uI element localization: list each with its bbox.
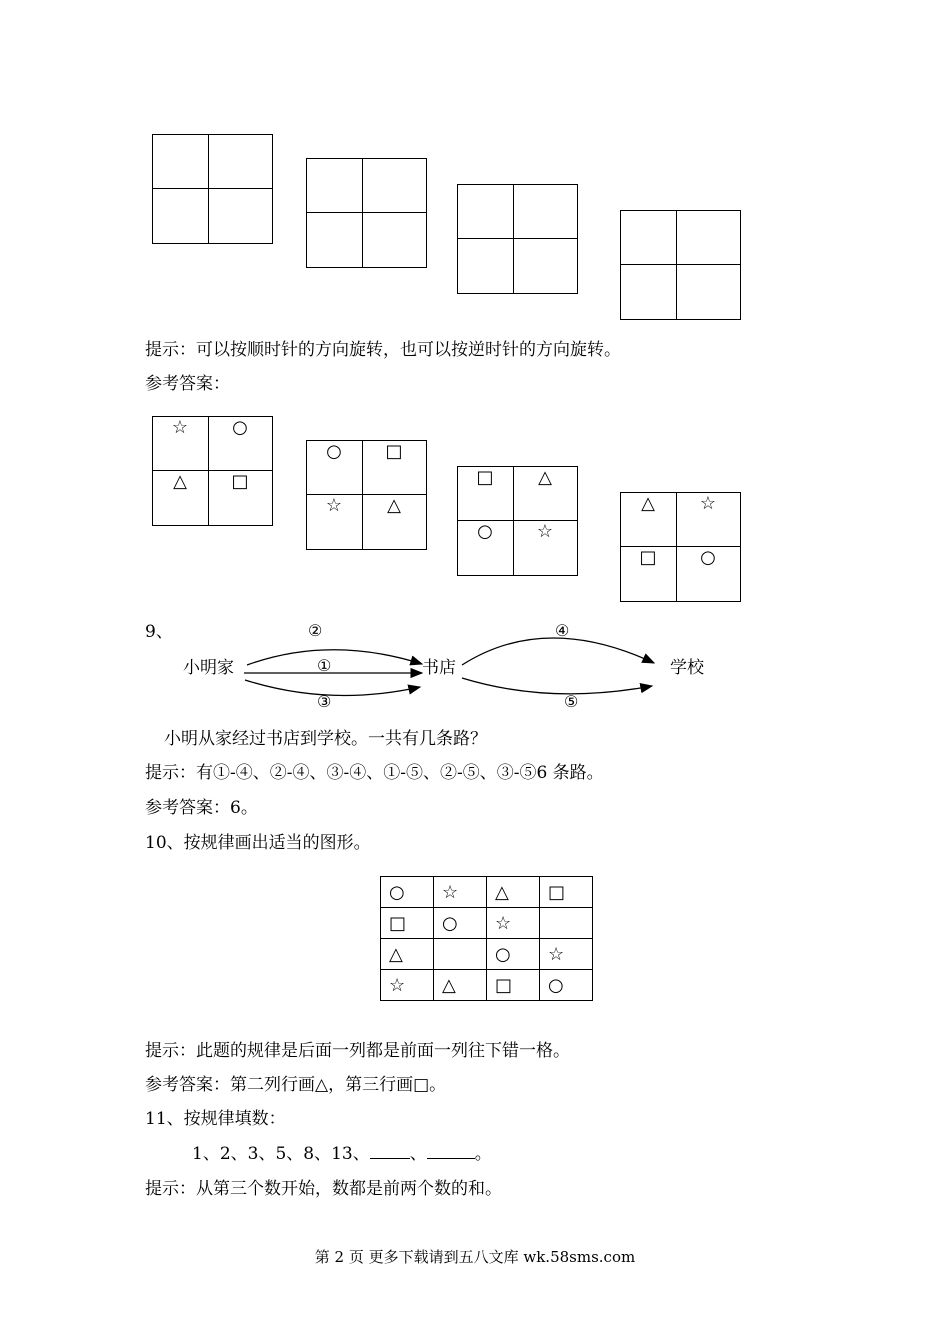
pattern-cell: ○ — [434, 908, 487, 939]
page-footer: 第 2 页 更多下载请到五八文库 wk.58sms.com — [314, 1248, 636, 1266]
pattern-table — [380, 876, 593, 1001]
q11-sequence: 1、2、3、5、8、13、 — [192, 1144, 370, 1164]
answer-grid-4-cell-4: ○ — [700, 547, 716, 568]
q9-number: 9、 — [145, 622, 173, 642]
pattern-cell: □ — [487, 970, 540, 1001]
q11-title: 11、按规律填数： — [145, 1109, 286, 1129]
answer-grid-4-cell-2: ☆ — [699, 493, 717, 514]
answer-grid-1-cell-1: ☆ — [171, 417, 189, 438]
answer-grid-3-cell-4: ☆ — [536, 521, 554, 542]
q9-question: 小明从家经过书店到学校。一共有几条路？ — [164, 729, 487, 749]
answer-grid-1-cell-4: □ — [231, 471, 249, 492]
pattern-cell: ☆ — [434, 877, 487, 908]
answer-grid-2-cell-1: ○ — [326, 441, 342, 462]
pattern-cell: ☆ — [487, 908, 540, 939]
route-5-arc — [462, 678, 652, 694]
answer-grid-2-cell-3: ☆ — [325, 495, 343, 516]
route-2-arc — [247, 650, 422, 665]
table-row — [381, 939, 593, 970]
answer-grid-4-cell-3: □ — [639, 547, 657, 568]
answer-grid-1-cell-2: ○ — [232, 417, 248, 438]
pattern-cell: △ — [434, 970, 487, 1001]
table-row — [381, 877, 593, 908]
table-row — [381, 908, 593, 939]
route-1-label: ① — [317, 656, 332, 675]
pattern-cell: ○ — [487, 939, 540, 970]
answer-grid-4-cell-1: △ — [641, 493, 655, 514]
bookstore-label: 书店 — [422, 658, 456, 678]
blank-2[interactable] — [427, 1158, 475, 1159]
pattern-cell: □ — [381, 908, 434, 939]
q11-sequence-line — [192, 1143, 492, 1165]
q10-hint: 提示：此题的规律是后面一列都是前面一列往下错一格。 — [145, 1041, 570, 1061]
pattern-cell: △ — [381, 939, 434, 970]
route-4-arc — [462, 638, 654, 665]
route-3-arc — [245, 680, 420, 696]
answer-grid-3-cell-2: △ — [538, 467, 552, 488]
q8-hint: 提示：可以按顺时针的方向旋转，也可以按逆时针的方向旋转。 — [145, 340, 621, 360]
route-3-label: ③ — [317, 692, 332, 711]
pattern-cell: □ — [540, 877, 593, 908]
answer-grid-2-cell-4: △ — [387, 495, 401, 516]
q9-hint: 提示：有①-④、②-④、③-④、①-⑤、②-⑤、③-⑤6 条路。 — [145, 763, 604, 783]
q9-answer: 参考答案：6。 — [145, 798, 258, 818]
school-label: 学校 — [670, 658, 704, 678]
blank-1[interactable] — [370, 1158, 410, 1159]
q10-title: 10、按规律画出适当的图形。 — [145, 833, 371, 853]
pattern-cell: ☆ — [381, 970, 434, 1001]
q8-answer-label: 参考答案： — [145, 374, 230, 394]
route-2-label: ② — [308, 621, 323, 640]
answer-grid-2-cell-2: □ — [385, 441, 403, 462]
q11-end: 。 — [474, 1144, 492, 1164]
pattern-cell: △ — [487, 877, 540, 908]
table-row — [381, 970, 593, 1001]
q11-hint: 提示：从第三个数开始，数都是前两个数的和。 — [145, 1179, 502, 1199]
q10-answer: 参考答案：第二列行画△，第三行画□。 — [145, 1075, 447, 1095]
answer-grid-3-cell-1: □ — [476, 467, 494, 488]
pattern-cell: ○ — [381, 877, 434, 908]
q11-sep: 、 — [409, 1144, 427, 1164]
answer-grid-1-cell-3: △ — [173, 471, 187, 492]
home-label: 小明家 — [183, 658, 234, 678]
pattern-cell: ☆ — [540, 939, 593, 970]
route-4-label: ④ — [555, 621, 570, 640]
pattern-cell: ○ — [540, 970, 593, 1001]
pattern-cell — [434, 939, 487, 970]
pattern-cell — [540, 908, 593, 939]
route-5-label: ⑤ — [564, 692, 579, 711]
answer-grid-3-cell-3: ○ — [477, 521, 493, 542]
